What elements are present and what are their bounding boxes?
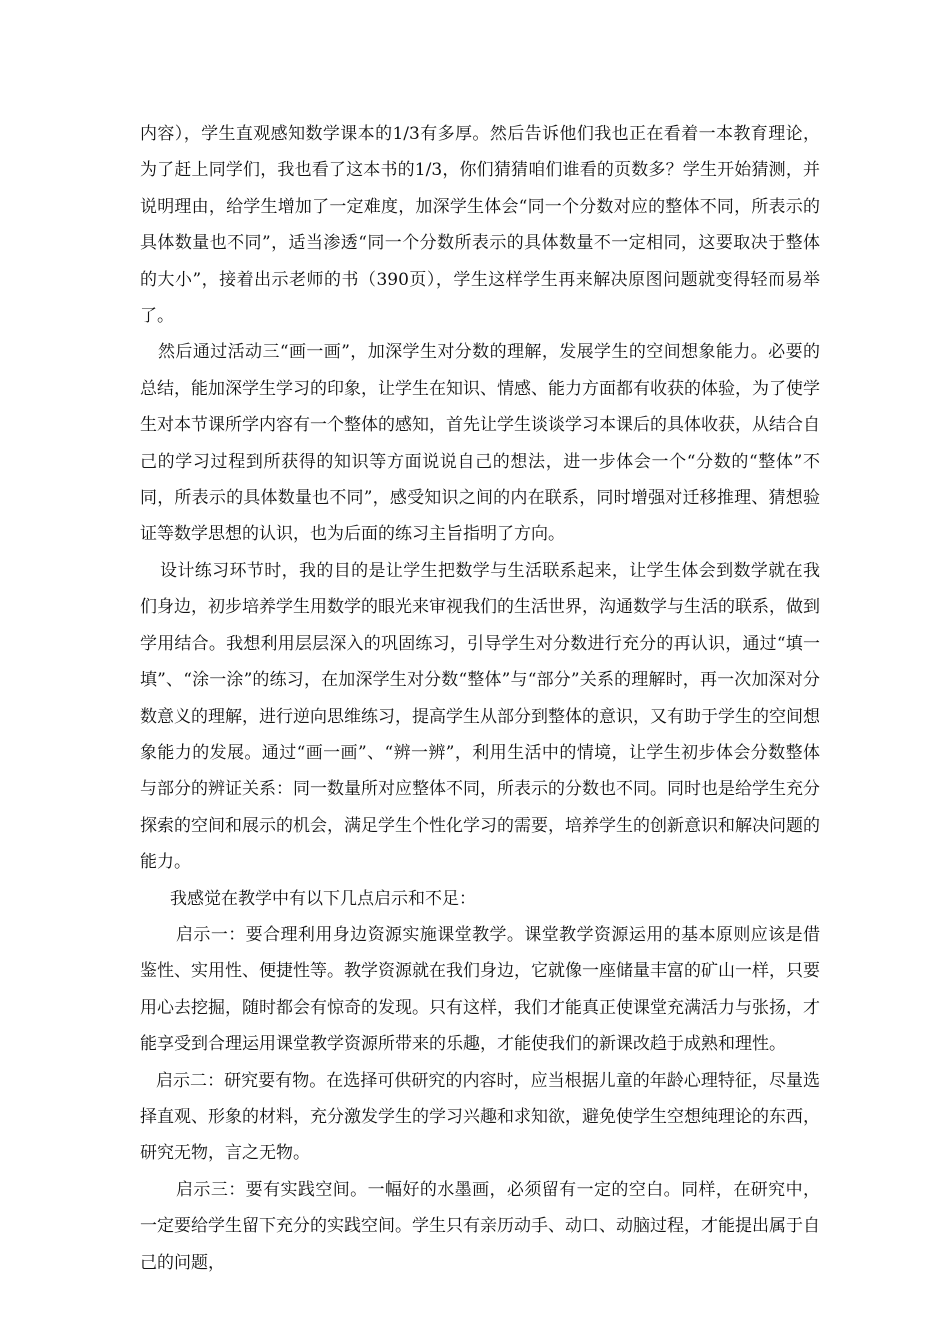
paragraph-6: 启示二：研究要有物。在选择可供研究的内容时，应当根据儿童的年龄心理特征，尽量选择直观、形象的材料，充分激发学生的学习兴趣和求知欲，避免使学生空想纯理论的东西，研究无物，言之无物。 <box>140 1070 820 1164</box>
paragraph-3: 设计练习环节时，我的目的是让学生把数学与生活联系起来，让学生体会到数学就在我们身边，初步培养学生用数学的眼光来审视我们的生活世界，沟通数学与生活的联系，做到学用结合。我想利用层层深入的巩固练习，引导学生对分数进行充分的再认识，通过“填一填”、“涂一涂”的练习，在加深学生对分数“整体”与“部分”关系的理解时，再一次加深对分数意义的理解，进行逆向思维练习，提高学生从部分到整体的意识，又有助于学生的空间想象能力的发展。通过“画一画”、“辨一辨”，利用生活中的情境，让学生初步体会分数整体与部分的辨证关系：同一数量所对应整体不同，所表示的分数也不同。同时也是给学生充分探索的空间和展示的机会，满足学生个性化学习的需要，培养学生的创新意识和解决问题的能力。 <box>140 560 820 873</box>
paragraph-4: 我感觉在教学中有以下几点启示和不足： <box>170 888 476 909</box>
paragraph-7: 启示三：要有实践空间。一幅好的水墨画，必须留有一定的空白。同样，在研究中，一定要给学生留下充分的实践空间。学生只有亲历动手、动口、动脑过程，才能提出属于自己的问题， <box>140 1179 820 1273</box>
paragraph-1: 内容），学生直观感知数学课本的1/3有多厚。然后告诉他们我也正在看着一本教育理论，为了赶上同学们，我也看了这本书的1/3，你们猜猜咱们谁看的页数多？学生开始猜测，并说明理由，给学生增加了一定难度，加深学生体会“同一个分数对应的整体不同，所表示的具体数量也不同”，适当渗透“同一个分数所表示的具体数量不一定相同，这要取决于整体的大小”，接着出示老师的书（390页），学生这样学生再来解决原图问题就变得轻而易举了。 <box>140 124 820 327</box>
paragraph-5: 启示一：要合理利用身边资源实施课堂教学。课堂教学资源运用的基本原则应该是借鉴性、实用性、便捷性等。教学资源就在我们身边，它就像一座储量丰富的矿山一样，只要用心去挖掘，随时都会有惊奇的发现。只有这样，我们才能真正使课堂充满活力与张扬，才能享受到合理运用课堂教学资源所带来的乐趣，才能使我们的新课改趋于成熟和理性。 <box>140 924 820 1055</box>
document-body <box>140 116 820 1281</box>
paragraph-2: 然后通过活动三“画一画”，加深学生对分数的理解，发展学生的空间想象能力。必要的总结，能加深学生学习的印象，让学生在知识、情感、能力方面都有收获的体验，为了使学生对本节课所学内容有一个整体的感知，首先让学生谈谈学习本课后的具体收获，从结合自己的学习过程到所获得的知识等方面说说自己的想法，进一步体会一个“分数的“整体”不同，所表示的具体数量也不同”，感受知识之间的内在联系，同时增强对迁移推理、猜想验证等数学思想的认识，也为后面的练习主旨指明了方向。 <box>140 342 820 545</box>
